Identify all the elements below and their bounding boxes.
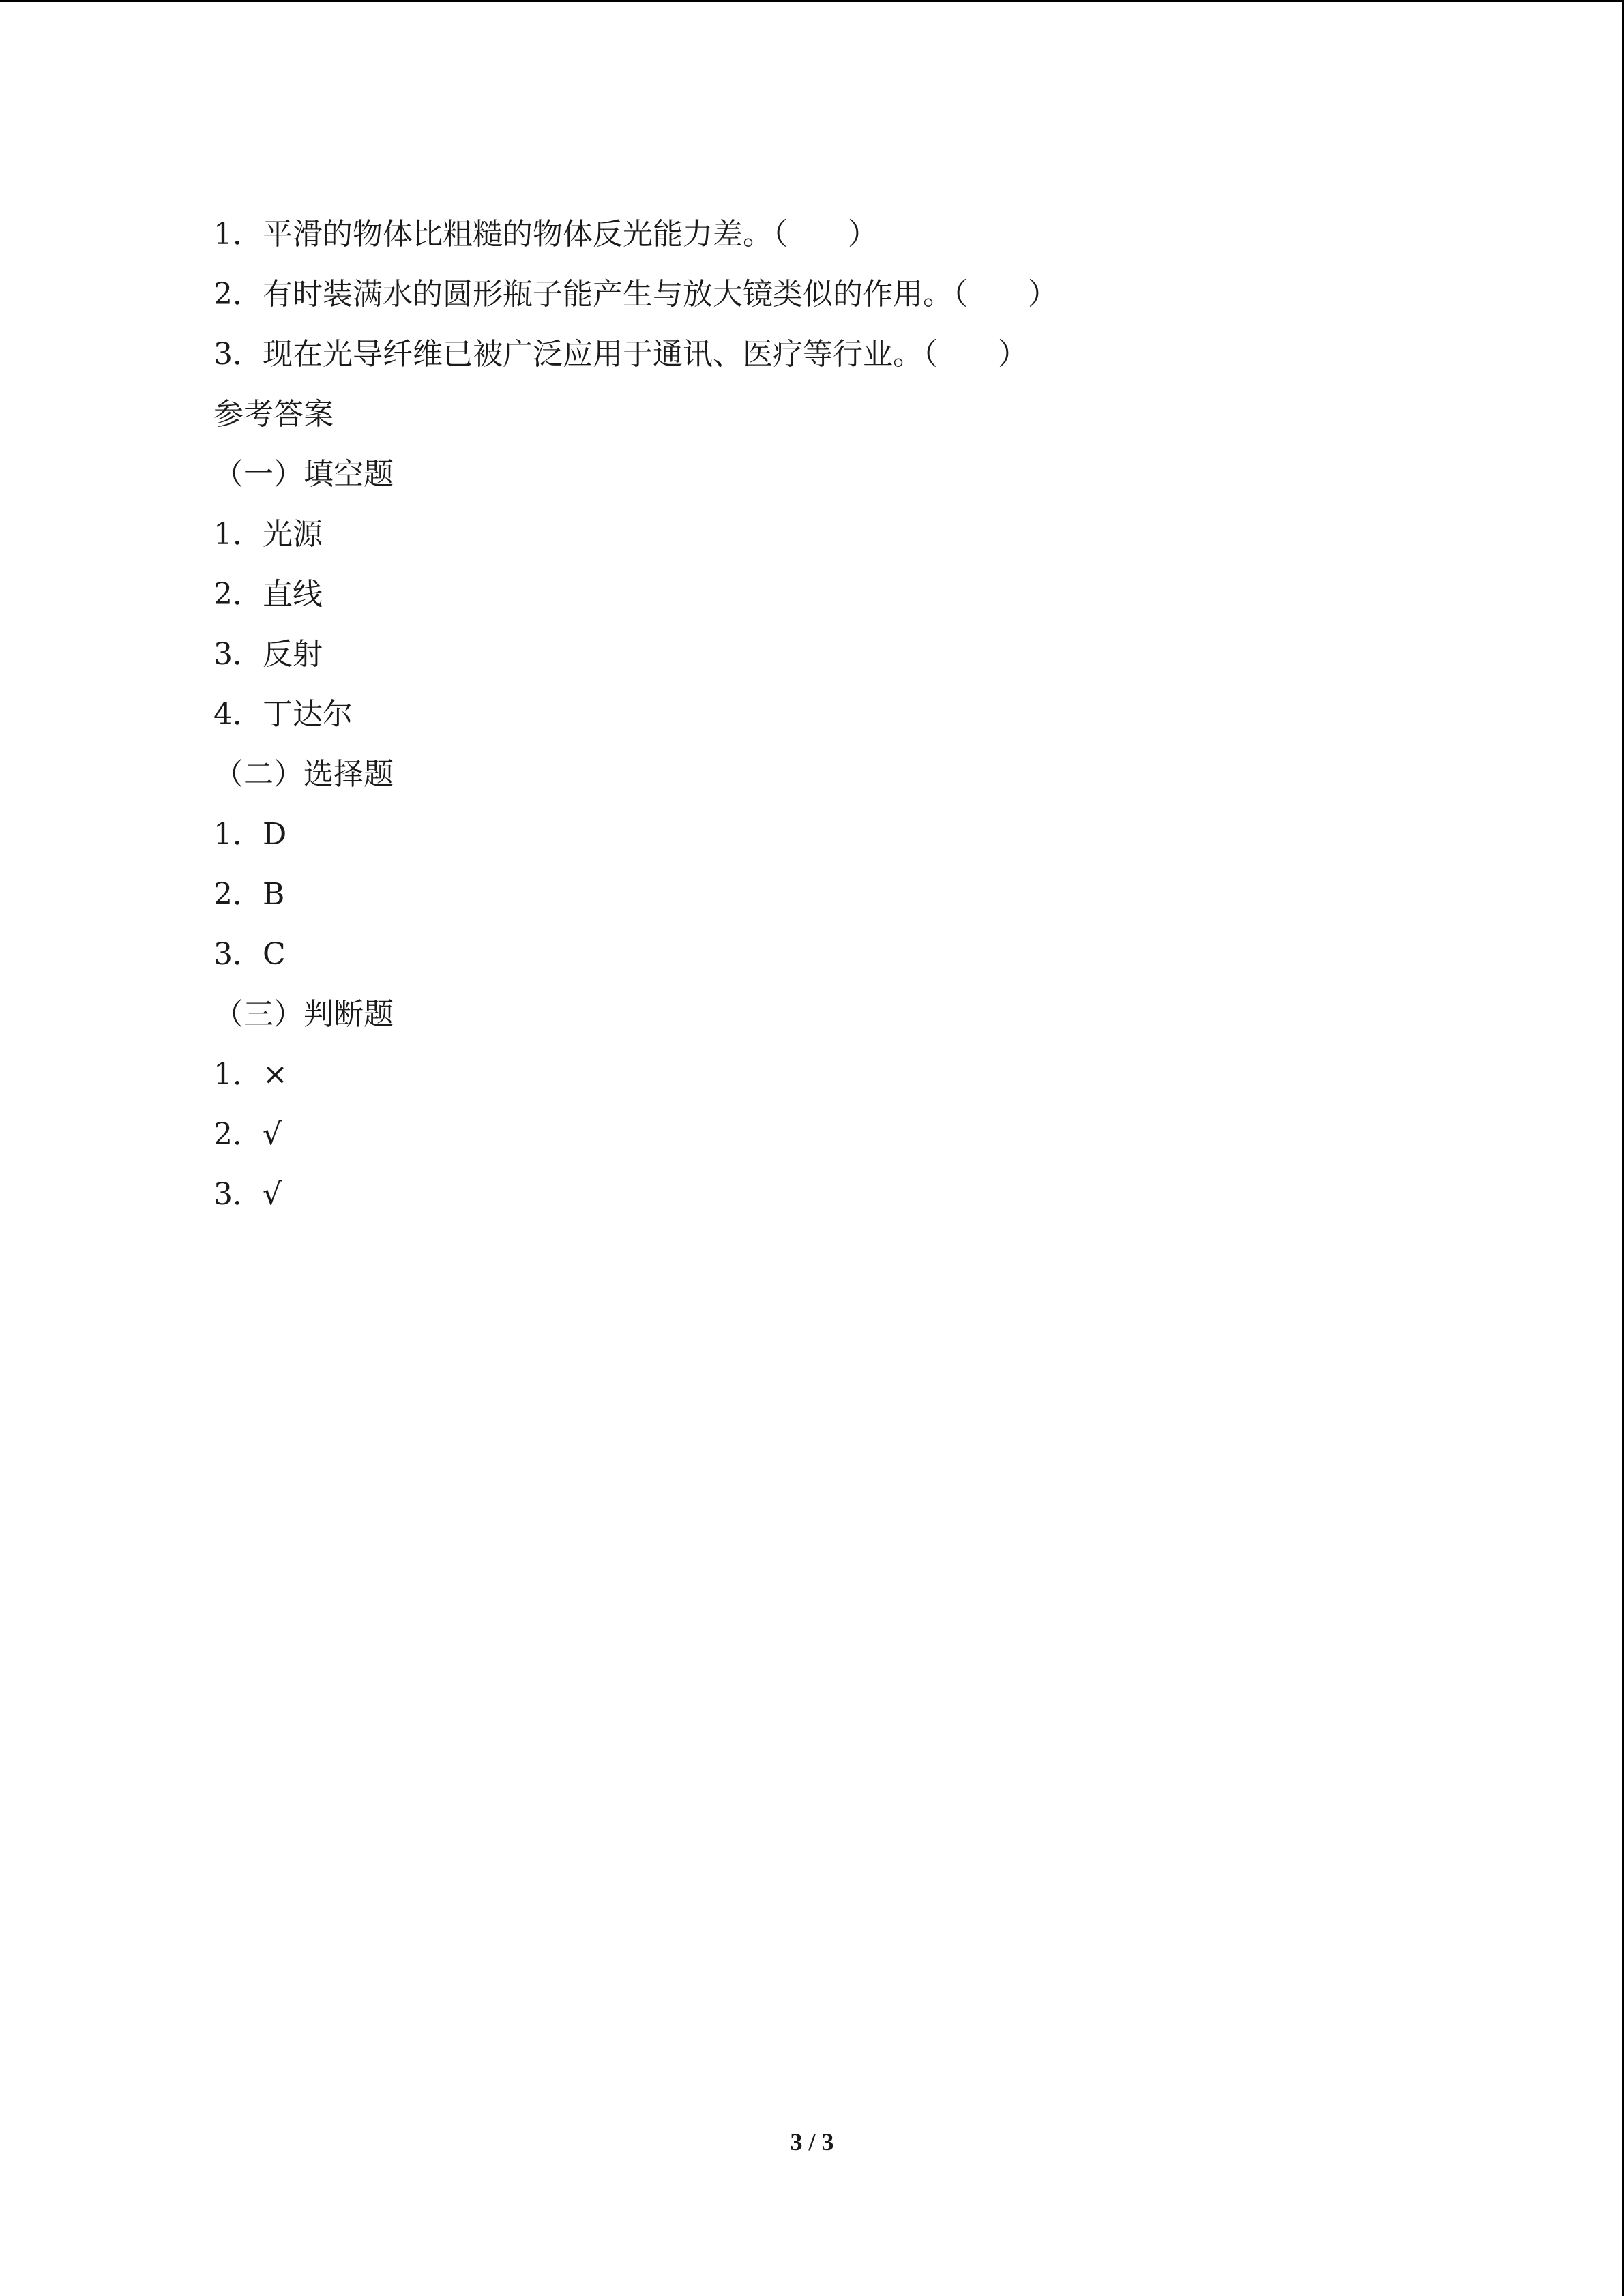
answer-line: 4．丁达尔 xyxy=(213,697,353,732)
section-heading-fill: （一）填空题 xyxy=(213,457,394,492)
section-heading-choice: （二）选择题 xyxy=(213,757,394,792)
answer-line: 1．D xyxy=(213,817,287,852)
answer-key-title: 参考答案 xyxy=(213,397,334,432)
answer-line: 3．反射 xyxy=(213,637,323,672)
answer-line: 2．√ xyxy=(213,1117,282,1152)
question-line: 3．现在光导纤维已被广泛应用于通讯、医疗等行业。（ ） xyxy=(213,337,1028,372)
answer-line: 1．× xyxy=(213,1057,288,1092)
answer-line: 2．B xyxy=(213,877,285,912)
page-number: 3 / 3 xyxy=(790,2128,834,2156)
answer-line: 2．直线 xyxy=(213,577,323,612)
question-line: 2．有时装满水的圆形瓶子能产生与放大镜类似的作用。（ ） xyxy=(213,277,1058,312)
page-top-border xyxy=(0,0,1624,2)
answer-line: 3．√ xyxy=(213,1177,282,1212)
question-line: 1．平滑的物体比粗糙的物体反光能力差。（ ） xyxy=(213,217,878,252)
answer-line: 3．C xyxy=(213,937,286,972)
section-heading-judge: （三）判断题 xyxy=(213,997,394,1032)
document-body xyxy=(213,205,1441,1225)
answer-line: 1．光源 xyxy=(213,517,323,552)
